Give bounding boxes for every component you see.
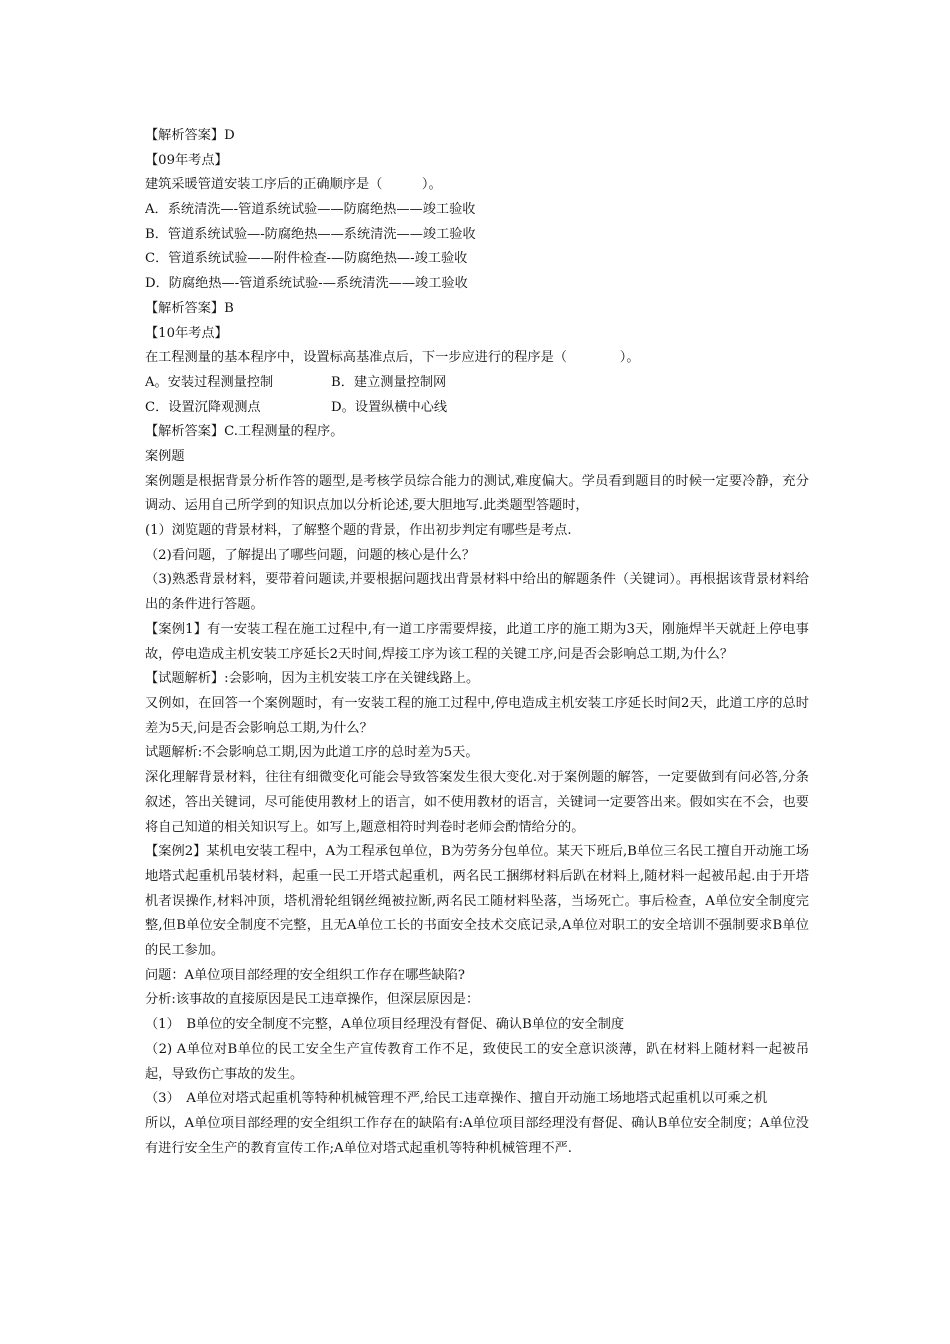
case-intro-paragraph: 案例题是根据背景分析作答的题型,是考核学员综合能力的测试,难度偏大。学员看到题目的时候一定要冷静，充分调动、运用自己所学到的知识点加以分析论述,要大胆地写.此类题型答题时， xyxy=(145,473,809,514)
question-09-option-d: D．防腐绝热—-管道系统试验-—系统清洗——竣工验收 xyxy=(145,276,468,292)
step-1: (1）浏览题的背景材料，了解整个题的背景，作出初步判定有哪些是考点. xyxy=(145,523,572,539)
step-3: （3)熟悉背景材料，要带着问题读,并要根据问题找出背景材料中给出的解题条件（关键词）。再根据该背景材料给出的条件进行答题。 xyxy=(145,572,809,613)
deep-understanding-paragraph: 深化理解背景材料，往往有细微变化可能会导致答案发生很大变化.对于案例题的解答，一定要做到有问必答,分条叙述，答出关键词，尽可能使用教材上的语言，如不使用教材的语言，关键词一定要答出来。假如实在不会，也要将自己知道的相关知识写上。如写上,题意相符时判卷时老师会酌情给分的。 xyxy=(145,770,809,835)
question-10-option-d: D。设置纵横中心线 xyxy=(331,399,448,415)
case-2-point-2: （2) A单位对B单位的民工安全生产宣传教育工作不足，致使民工的安全意识淡薄，趴在材料上随材料一起被吊起，导致伤亡事故的发生。 xyxy=(145,1041,809,1082)
question-10-option-a: A。安装过程测量控制 xyxy=(145,374,274,390)
question-10-options-row-1 xyxy=(145,371,809,396)
section-title-case-questions: 案例题 xyxy=(145,448,185,464)
question-10-option-c: C．设置沉降观测点 xyxy=(145,399,261,415)
answer-10: 【解析答案】C.工程测量的程序。 xyxy=(145,424,344,440)
heading-10-exam-point: 【10年考点】 xyxy=(145,325,228,341)
case-1-variant-analysis: 试题解析:不会影响总工期,因为此道工序的总时差为5天。 xyxy=(145,745,479,761)
question-09-option-a: A．系统清洗—-管道系统试验——防腐绝热——竣工验收 xyxy=(145,202,476,218)
question-10: 在工程测量的基本程序中，设置标高基准点后，下一步应进行的程序是（ ）。 xyxy=(145,350,640,366)
question-10-options-row-2 xyxy=(145,396,809,421)
question-09-option-b: B．管道系统试验—-防腐绝热——系统清洗——竣工验收 xyxy=(145,226,476,242)
question-09-option-c: C．管道系统试验——附件检查-—防腐绝热—-竣工验收 xyxy=(145,251,468,267)
case-2-paragraph: 【案例2】某机电安装工程中，A为工程承包单位，B为劳务分包单位。某天下班后,B单位三名民工擅自开动施工场地塔式起重机吊装材料，起重一民工开塔式起重机，两名民工捆绑材料后趴在材料上,随材料一起被吊起.由于开塔机者误操作,材料冲顶，塔机滑轮组钢丝绳被拉断,两名民工随材料坠落，当场死亡。事后检查，A单位安全制度完整,但B单位安全制度不完整，且无A单位工长的书面安全技术交底记录,A单位对职工的安全培训不强制要求B单位的民工参加。 xyxy=(145,844,809,959)
question-10-option-b: B．建立测量控制网 xyxy=(331,374,447,390)
step-2: （2)看问题，了解提出了哪些问题，问题的核心是什么？ xyxy=(145,547,476,563)
question-09: 建筑采暖管道安装工序后的正确顺序是（ ）。 xyxy=(145,177,442,193)
case-2-point-3: （3） A单位对塔式起重机等特种机械管理不严,给民工违章操作、擅自开动施工场地塔式起重机以可乘之机 xyxy=(145,1091,768,1107)
answer-09: 【解析答案】B xyxy=(145,300,234,316)
case-1-analysis: 【试题解析】:会影响，因为主机安装工序在关键线路上。 xyxy=(145,671,480,687)
heading-09-exam-point: 【09年考点】 xyxy=(145,152,228,168)
case-1-variant: 又例如，在回答一个案例题时，有一安装工程的施工过程中,停电造成主机安装工序延长时间2天，此道工序的总时差为5天,问是否会影响总工期,为什么？ xyxy=(145,695,809,736)
case-2-conclusion: 所以，A单位项目部经理的安全组织工作存在的缺陷有:A单位项目部经理没有督促、确认B单位安全制度；A单位没有进行安全生产的教育宣传工作;A单位对塔式起重机等特种机械管理不严. xyxy=(145,1115,809,1156)
case-2-analysis-intro: 分析:该事故的直接原因是民工违章操作，但深层原因是： xyxy=(145,992,480,1008)
case-2-point-1: （1） B单位的安全制度不完整，A单位项目经理没有督促、确认B单位的安全制度 xyxy=(145,1017,625,1033)
case-2-question: 问题：A单位项目部经理的安全组织工作存在哪些缺陷? xyxy=(145,967,465,983)
document-page xyxy=(145,124,809,1161)
answer-09-prev: 【解析答案】D xyxy=(145,128,235,143)
case-1-paragraph: 【案例1】有一安装工程在施工过程中,有一道工序需要焊接，此道工序的施工期为3天，刚施焊半天就赶上停电事故，停电造成主机安装工序延长2天时间,焊接工序为该工程的关键工序,问是否会影响总工期,为什么？ xyxy=(145,621,809,662)
